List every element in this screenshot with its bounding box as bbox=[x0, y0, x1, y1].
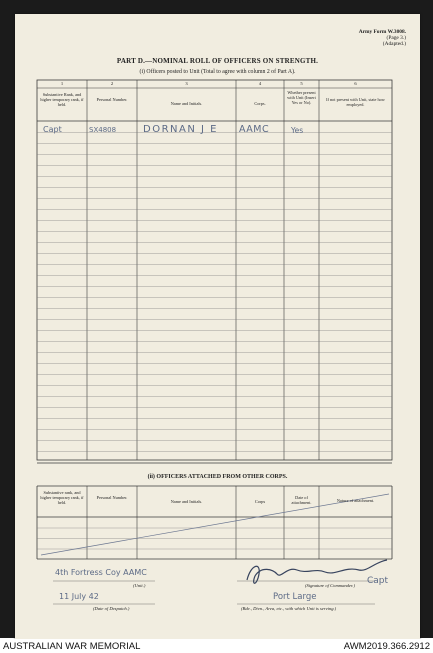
col-number: 1 bbox=[60, 81, 64, 86]
entry-number: SX4808 bbox=[89, 126, 117, 134]
commander-label: (Signature of Commander.) bbox=[305, 583, 355, 588]
roll-table-grid bbox=[15, 14, 420, 640]
date-value: 11 July 42 bbox=[59, 592, 99, 601]
date-label: (Date of Despatch.) bbox=[93, 606, 130, 611]
header-ii-name: Name and Initials. bbox=[170, 499, 203, 504]
entry-corps: AAMC bbox=[239, 124, 270, 135]
header-ii-corps: Corps bbox=[254, 499, 266, 504]
form-page-line: (Page 3.) bbox=[386, 35, 406, 42]
header-corps: Corps. bbox=[254, 101, 266, 106]
commander-signature bbox=[247, 560, 387, 583]
col-number: 5 bbox=[300, 81, 303, 86]
unit-label: (Unit.) bbox=[133, 583, 146, 588]
entry-rank: Capt bbox=[43, 125, 62, 134]
header-ii-nature: Nature of attachment. bbox=[336, 498, 375, 503]
header-personal-number: Personal Number. bbox=[96, 97, 128, 102]
header-rank: Substantive Rank, and higher temporary rank, if held. bbox=[40, 92, 84, 107]
header-ii-date: Date of attachment. bbox=[291, 495, 312, 505]
entry-present: Yes bbox=[291, 126, 304, 135]
part-d-ii-title: (ii) OFFICERS ATTACHED FROM OTHER CORPS. bbox=[147, 474, 288, 480]
header-how-employed: If not present with Unit, state how employed. bbox=[326, 97, 385, 107]
caption-institution: AUSTRALIAN WAR MEMORIAL bbox=[3, 641, 141, 652]
commander-rank: Capt bbox=[367, 576, 389, 586]
part-d-subtitle: (i) Officers posted to Unit (Total to agree with column 2 of Part A). bbox=[139, 69, 296, 75]
col-number: 3 bbox=[185, 81, 188, 86]
header-present: Whether present with Unit (Insert Yes or No). bbox=[287, 90, 316, 105]
station-value: Port Large bbox=[273, 592, 317, 602]
header-name: Name and Initials. bbox=[170, 101, 203, 106]
unit-value: 4th Fortress Coy AAMC bbox=[55, 568, 147, 577]
entry-name: DORNAN J E bbox=[143, 124, 218, 135]
header-ii-rank: Substantive rank, and higher temporary rank, if held. bbox=[40, 490, 84, 505]
caption-accession-number: AWM2019.366.2912 bbox=[343, 641, 430, 652]
part-d-title: PART D.—NOMINAL ROLL OF OFFICERS ON STRENGTH. bbox=[116, 57, 319, 65]
header-ii-personal-number: Personal Number. bbox=[96, 495, 128, 500]
form-adapted-line: (Adapted.) bbox=[382, 41, 406, 48]
col-number: 4 bbox=[258, 81, 262, 86]
col-number: 6 bbox=[354, 81, 357, 86]
col-number: 2 bbox=[110, 81, 114, 86]
image-caption-bar bbox=[0, 639, 433, 653]
form-number-line: Army Form W.3008. bbox=[358, 29, 406, 35]
army-form-page bbox=[15, 14, 420, 640]
station-label: (Bde., Divn., Area, etc., with which Unit is serving.) bbox=[241, 606, 337, 611]
